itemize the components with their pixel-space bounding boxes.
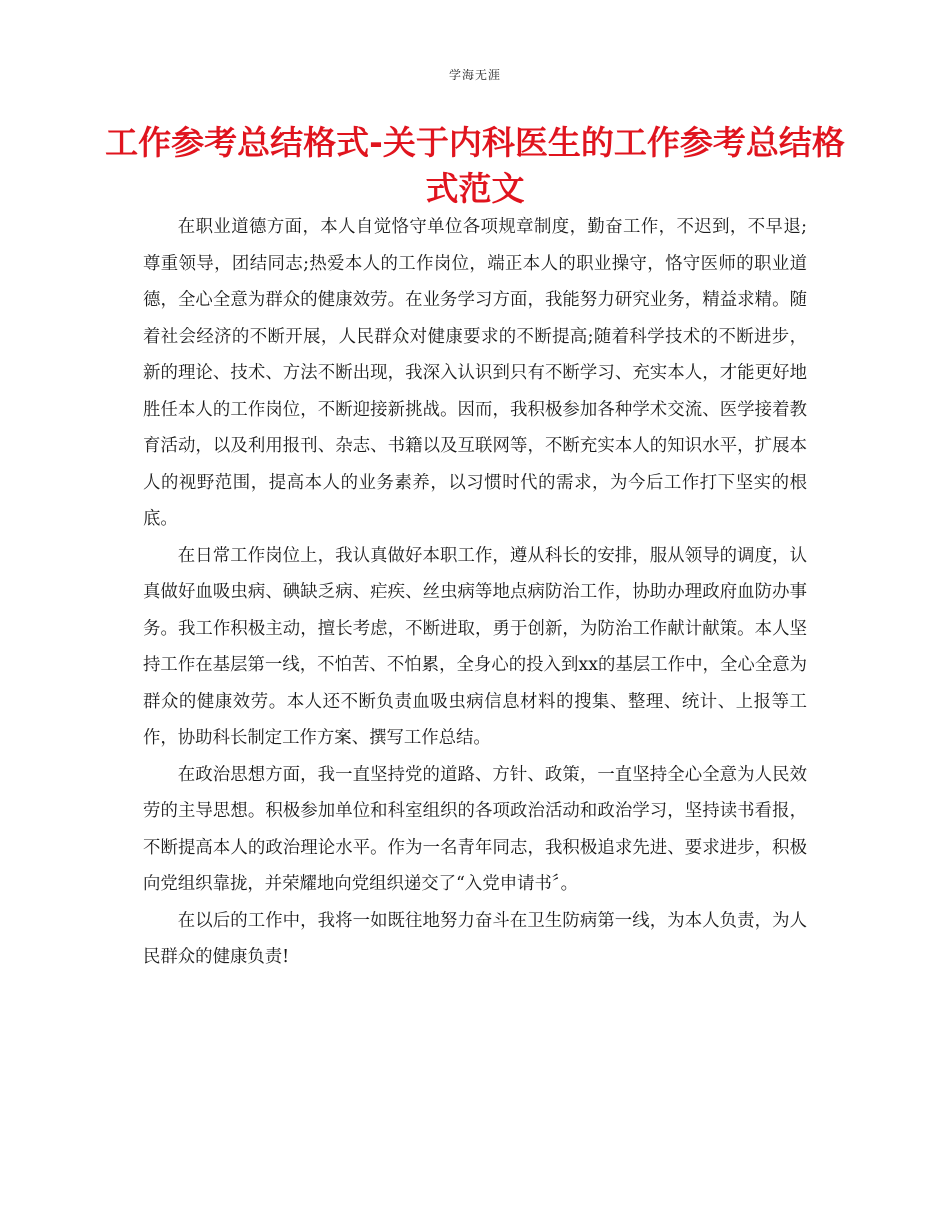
document-body bbox=[143, 209, 807, 976]
paragraph-political-thought: 在政治思想方面，我一直坚持党的道路、方针、政策，一直坚持全心全意为人民效劳的主导思想。积极参加单位和科室组织的各项政治活动和政治学习，坚持读书看报，不断提高本人的政治理论水平。作为一名青年同志，我积极追求先进、要求进步，积极向党组织靠拢，并荣耀地向党组织递交了“入党申请书〞。 bbox=[143, 764, 807, 894]
page-header: 学海无涯 bbox=[448, 68, 501, 82]
paragraph-daily-work: 在日常工作岗位上，我认真做好本职工作，遵从科长的安排，服从领导的调度，认真做好血吸虫病、碘缺乏病、疟疾、丝虫病等地点病防治工作，协助办理政府血防办事务。我工作积极主动，擅长考虑，不断进取，勇于创新，为防治工作献计献策。本人坚持工作在基层第一线，不怕苦、不怕累，全身心的投入到xx的基层工作中，全心全意为群众的健康效劳。本人还不断负责血吸虫病信息材料的搜集、整理、统计、上报等工作，协助科长制定工作方案、撰写工作总结。 bbox=[143, 545, 807, 748]
paragraph-professional-ethics: 在职业道德方面，本人自觉恪守单位各项规章制度，勤奋工作，不迟到，不早退;尊重领导，团结同志;热爱本人的工作岗位，端正本人的职业操守，恪守医师的职业道德，全心全意为群众的健康效劳。在业务学习方面，我能努力研究业务，精益求精。随着社会经济的不断开展，人民群众对健康要求的不断提高;随着科学技术的不断进步，新的理论、技术、方法不断出现，我深入认识到只有不断学习、充实本人，才能更好地胜任本人的工作岗位，不断迎接新挑战。因而，我积极参加各种学术交流、医学接着教育活动，以及利用报刊、杂志、书籍以及互联网等，不断充实本人的知识水平，扩展本人的视野范围，提高本人的业务素养，以习惯时代的需求，为今后工作打下坚实的根底。 bbox=[143, 217, 807, 529]
paragraph-future-work: 在以后的工作中，我将一如既往地努力奋斗在卫生防病第一线，为本人负责，为人民群众的健康负责! bbox=[143, 910, 807, 967]
document-title: 工作参考总结格式-关于内科医生的工作参考总结格式范文 bbox=[105, 123, 845, 208]
